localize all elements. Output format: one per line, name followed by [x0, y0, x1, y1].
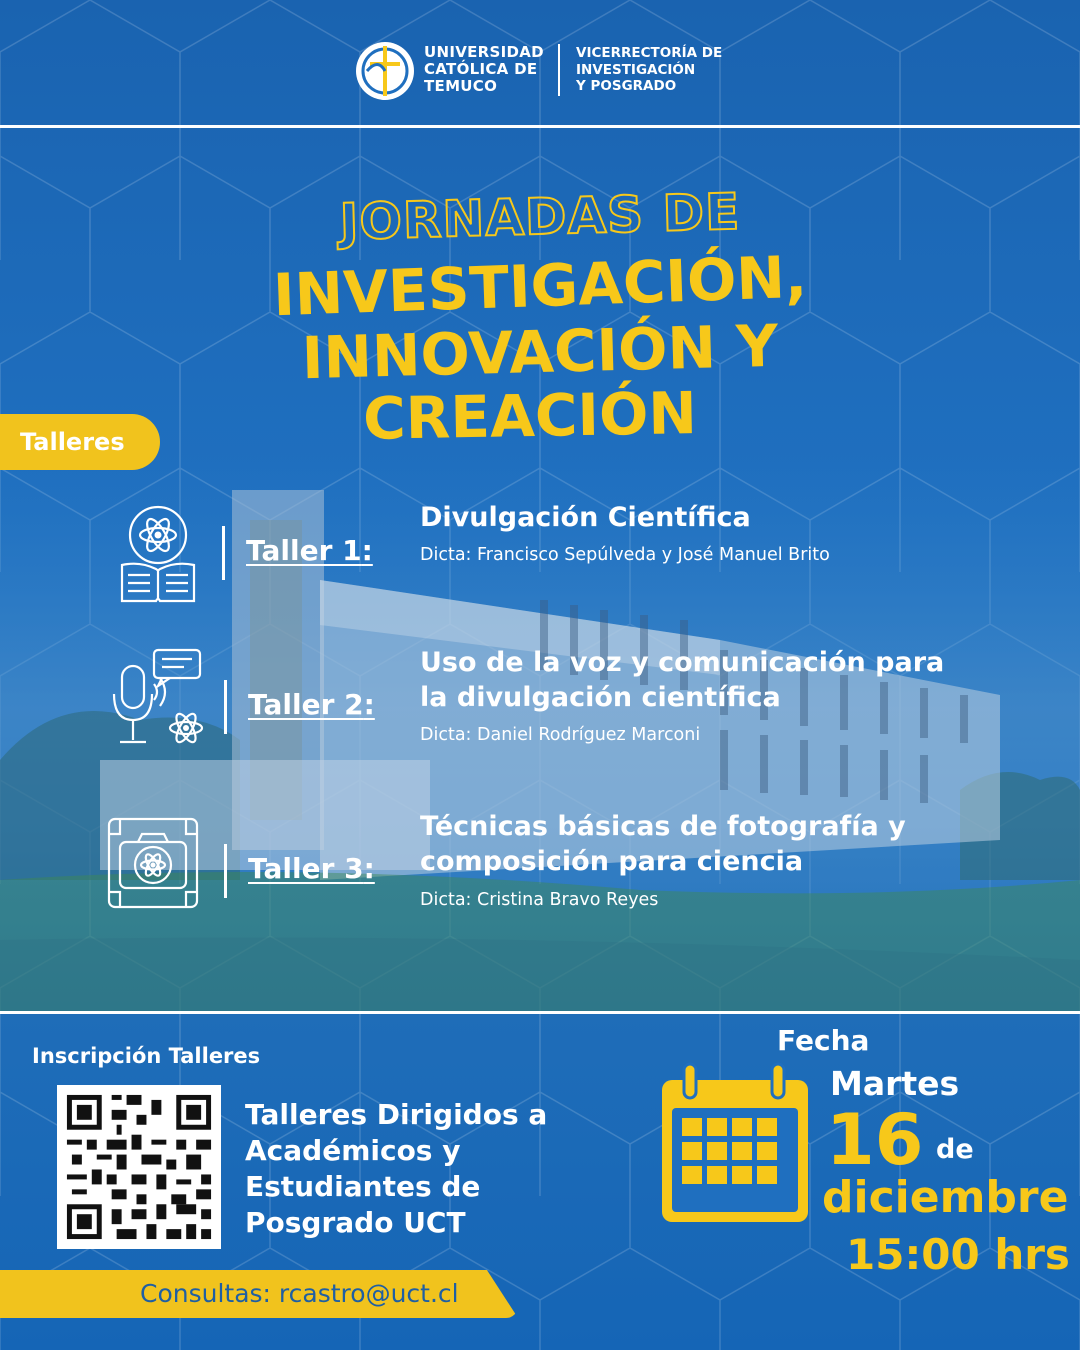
taller-2-instructor: Dicta: Daniel Rodríguez Marconi — [420, 725, 701, 745]
title-line1: JORNADAS DE — [339, 182, 741, 252]
university-name-line3: TEMUCO — [424, 77, 498, 95]
date-label: Fecha — [777, 1024, 870, 1057]
registration-label: Inscripción Talleres — [32, 1044, 261, 1068]
taller-1-label-main: Taller 1 — [246, 534, 362, 567]
bottom-rule — [0, 1011, 1080, 1014]
date-weekday: Martes — [830, 1064, 960, 1103]
taller-3-instructor: Dicta: Cristina Bravo Reyes — [420, 890, 659, 910]
header-rule — [0, 125, 1080, 128]
camera-atom-icon — [106, 816, 200, 910]
title-line2: INVESTIGACIÓN, — [271, 242, 809, 330]
audience-text — [245, 1097, 547, 1241]
university-name-line1: UNIVERSIDAD — [424, 43, 544, 61]
taller-1-label-colon: : — [361, 534, 373, 567]
taller-2-title-line2: la divulgación científica — [420, 682, 781, 713]
audience-line3: Estudiantes de — [245, 1170, 481, 1203]
qr-code-icon — [57, 1085, 221, 1249]
vice-rectorate-name — [576, 45, 722, 95]
microphone-atom-icon — [110, 646, 206, 748]
registration-qr-code[interactable] — [57, 1085, 221, 1249]
vice-rectorate-line2: INVESTIGACIÓN — [576, 61, 696, 78]
audience-line1: Talleres Dirigidos a — [245, 1098, 548, 1131]
taller-1-label — [246, 534, 373, 567]
taller-3-label-main: Taller 3 — [248, 852, 364, 885]
taller-3-title-line1: Técnicas básicas de fotografía y — [420, 811, 906, 842]
university-name — [424, 44, 544, 95]
audience-line2: Académicos y — [245, 1134, 461, 1167]
talleres-section-pill: Talleres — [0, 414, 160, 470]
vice-rectorate-line1: VICERRECTORÍA DE — [576, 45, 723, 61]
atom-book-icon — [116, 505, 200, 605]
date-month: diciembre — [822, 1172, 1069, 1223]
date-connector: de — [936, 1134, 974, 1165]
taller-3-label — [248, 852, 375, 885]
taller-3-bar — [224, 844, 227, 898]
taller-1-instructor: Dicta: Francisco Sepúlveda y José Manuel Brito — [420, 545, 830, 565]
calendar-icon — [660, 1060, 810, 1225]
taller-2-title-line1: Uso de la voz y comunicación para — [420, 647, 945, 678]
university-logo-icon — [354, 40, 416, 102]
university-name-line2: CATÓLICA DE — [424, 60, 538, 78]
taller-1-title: Divulgación Científica — [420, 502, 751, 533]
taller-2-label — [248, 688, 375, 721]
taller-2-label-colon: : — [363, 688, 375, 721]
title-line3: INNOVACIÓN Y — [300, 311, 780, 393]
taller-2-bar — [224, 680, 227, 734]
event-time: 15:00 hrs — [846, 1230, 1070, 1279]
contact-email[interactable]: Consultas: rcastro@uct.cl — [140, 1279, 459, 1308]
header-divider — [558, 44, 560, 96]
audience-line4: Posgrado UCT — [245, 1206, 466, 1239]
taller-3-label-colon: : — [363, 852, 375, 885]
taller-3-title-line2: composición para ciencia — [420, 846, 804, 877]
taller-2-label-main: Taller 2 — [248, 688, 364, 721]
taller-1-bar — [222, 526, 225, 580]
vice-rectorate-line3: Y POSGRADO — [576, 78, 677, 94]
date-day: 16 — [826, 1099, 924, 1181]
title-line4: CREACIÓN — [362, 379, 698, 453]
